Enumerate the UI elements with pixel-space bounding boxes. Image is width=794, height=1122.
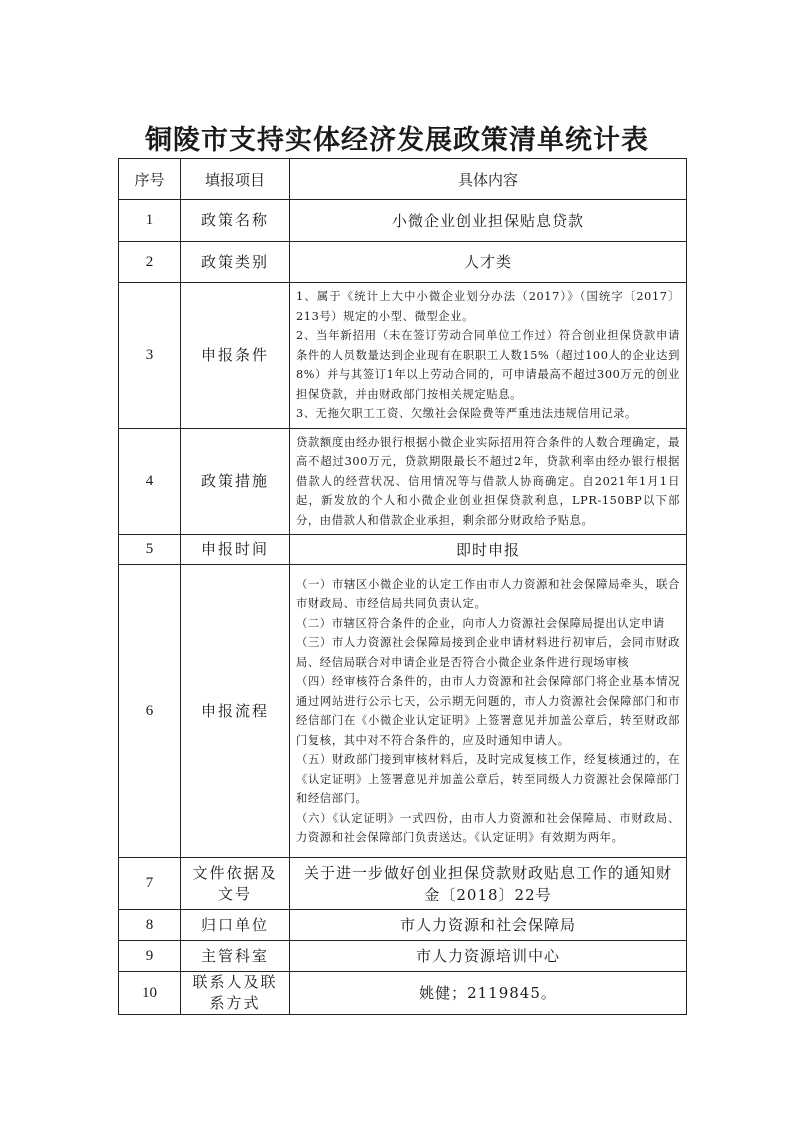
row-index: 1 bbox=[119, 200, 181, 242]
row-item: 政策措施 bbox=[181, 429, 290, 535]
row-index: 9 bbox=[119, 941, 181, 972]
row-content: 关于进一步做好创业担保贷款财政贴息工作的通知财金〔2018〕22号 bbox=[290, 858, 687, 910]
table-row bbox=[119, 200, 687, 242]
header-content: 具体内容 bbox=[290, 159, 687, 200]
process-step: （四）经审核符合条件的，由市人力资源和社会保障部门将企业基本情况通过网站进行公示七天，公示期无问题的，市人力资源社会保障部门和市经信部门在《小微企业认定证明》上签署意见并加盖公章后，转至财政部门复核，其中对不符合条件的，应及时通知申请人。 bbox=[296, 675, 680, 747]
condition-paragraph: 2、当年新招用（未在签订劳动合同单位工作过）符合创业担保贷款申请条件的人员数量达到企业现有在职职工人数15%（超过100人的企业达到8%）并与其签订1年以上劳动合同的，可申请最高不超过300万元的创业担保贷款，并由财政部门按相关规定贴息。 bbox=[296, 329, 680, 401]
row-item: 申报流程 bbox=[181, 565, 290, 858]
row-content: 即时申报 bbox=[290, 535, 687, 565]
row-index: 5 bbox=[119, 535, 181, 565]
row-content: 小微企业创业担保贴息贷款 bbox=[290, 200, 687, 242]
table-row bbox=[119, 283, 687, 429]
process-step: （一）市辖区小微企业的认定工作由市人力资源和社会保障局牵头，联合市财政局、市经信局共同负责认定。 bbox=[296, 577, 680, 610]
row-item: 联系人及联系方式 bbox=[181, 972, 290, 1015]
row-item: 政策名称 bbox=[181, 200, 290, 242]
table-row bbox=[119, 910, 687, 941]
document-title: 铜陵市支持实体经济发展政策清单统计表 bbox=[145, 125, 649, 156]
process-step: （二）市辖区符合条件的企业，向市人力资源社会保障局提出认定申请 bbox=[296, 616, 665, 630]
row-index: 10 bbox=[119, 972, 181, 1015]
header-item: 填报项目 bbox=[181, 159, 290, 200]
table-row bbox=[119, 858, 687, 910]
table-row bbox=[119, 972, 687, 1015]
table-row bbox=[119, 242, 687, 283]
row-content: 姚健；2119845。 bbox=[290, 972, 687, 1015]
row-item: 政策类别 bbox=[181, 242, 290, 283]
process-step: （六）《认定证明》一式四份，由市人力资源和社会保障局、市财政局、力资源和社会保障部门负责送达。《认定证明》有效期为两年。 bbox=[296, 811, 680, 844]
condition-paragraph: 1、属于《统计上大中小微企业划分办法（2017）》（国统字〔2017〕213号）规定的小型、微型企业。 bbox=[296, 290, 680, 323]
row-content: 市人力资源和社会保障局 bbox=[290, 910, 687, 941]
row-index: 3 bbox=[119, 283, 181, 429]
table-row bbox=[119, 535, 687, 565]
condition-paragraph: 3、无拖欠职工工资、欠缴社会保险费等严重违法违规信用记录。 bbox=[296, 407, 637, 421]
row-item: 文件依据及文号 bbox=[181, 858, 290, 910]
measure-paragraph: 贷款额度由经办银行根据小微企业实际招用符合条件的人数合理确定，最高不超过300万元，贷款期限最长不超过2年，贷款利率由经办银行根据借款人的经营状况、信用情况等与借款人协商确定。自2021年1月1日起，新发放的个人和小微企业创业担保贷款利息，LPR-150BP以下部分，由借款人和借款企业承担，剩余部分财政给予贴息。 bbox=[296, 435, 680, 527]
row-item: 申报条件 bbox=[181, 283, 290, 429]
row-content: 人才类 bbox=[290, 242, 687, 283]
row-item: 主管科室 bbox=[181, 941, 290, 972]
process-step: （三）市人力资源社会保障局接到企业申请材料进行初审后，会同市财政局、经信局联合对申请企业是否符合小微企业条件进行现场审核 bbox=[296, 636, 680, 669]
row-index: 4 bbox=[119, 429, 181, 535]
process-step: （五）财政部门接到审核材料后，及时完成复核工作，经复核通过的，在《认定证明》上签署意见并加盖公章后，转至同级人力资源社会保障部门和经信部门。 bbox=[296, 753, 680, 805]
row-content: 市人力资源培训中心 bbox=[290, 941, 687, 972]
row-index: 6 bbox=[119, 565, 181, 858]
table-row bbox=[119, 565, 687, 858]
row-item: 申报时间 bbox=[181, 535, 290, 565]
row-index: 7 bbox=[119, 858, 181, 910]
table-header-row bbox=[119, 159, 687, 200]
header-index: 序号 bbox=[119, 159, 181, 200]
row-item: 归口单位 bbox=[181, 910, 290, 941]
row-content bbox=[290, 429, 687, 535]
row-content bbox=[290, 283, 687, 429]
row-content bbox=[290, 565, 687, 858]
table-row bbox=[119, 429, 687, 535]
policy-table bbox=[118, 158, 687, 1015]
row-index: 8 bbox=[119, 910, 181, 941]
row-index: 2 bbox=[119, 242, 181, 283]
table-row bbox=[119, 941, 687, 972]
